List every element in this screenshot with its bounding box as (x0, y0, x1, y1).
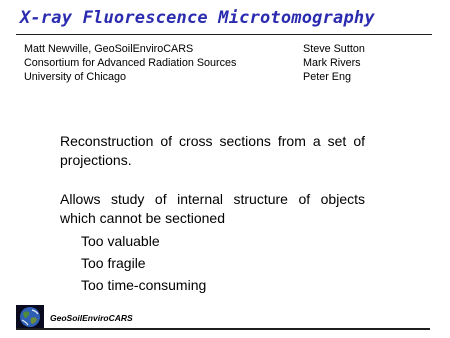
earth-globe-icon (16, 305, 44, 329)
sub-item-time-consuming: Too time-consuming (81, 277, 207, 293)
footer-divider (16, 328, 430, 330)
sub-item-valuable: Too valuable (81, 233, 160, 249)
title-divider (16, 34, 432, 35)
author-line: Peter Eng (303, 71, 352, 83)
author-line: University of Chicago (24, 71, 127, 83)
authors-left (24, 42, 236, 84)
footer-label: GeoSoilEnviroCARS (50, 313, 133, 323)
author-line: Matt Newville, GeoSoilEnviroCARS (24, 43, 194, 55)
slide-title: X-ray Fluorescence Microtomography (20, 8, 375, 28)
author-line: Steve Sutton (303, 43, 365, 55)
paragraph-reconstruction: Reconstruction of cross sections from a set of projections. (60, 133, 365, 168)
sub-item-fragile: Too fragile (81, 255, 146, 271)
author-line: Consortium for Advanced Radiation Sources (24, 57, 237, 69)
author-line: Mark Rivers (303, 57, 361, 69)
paragraph-internal-structure: Allows study of internal structure of objects which cannot be sectioned (60, 191, 365, 226)
authors-right (303, 42, 365, 84)
